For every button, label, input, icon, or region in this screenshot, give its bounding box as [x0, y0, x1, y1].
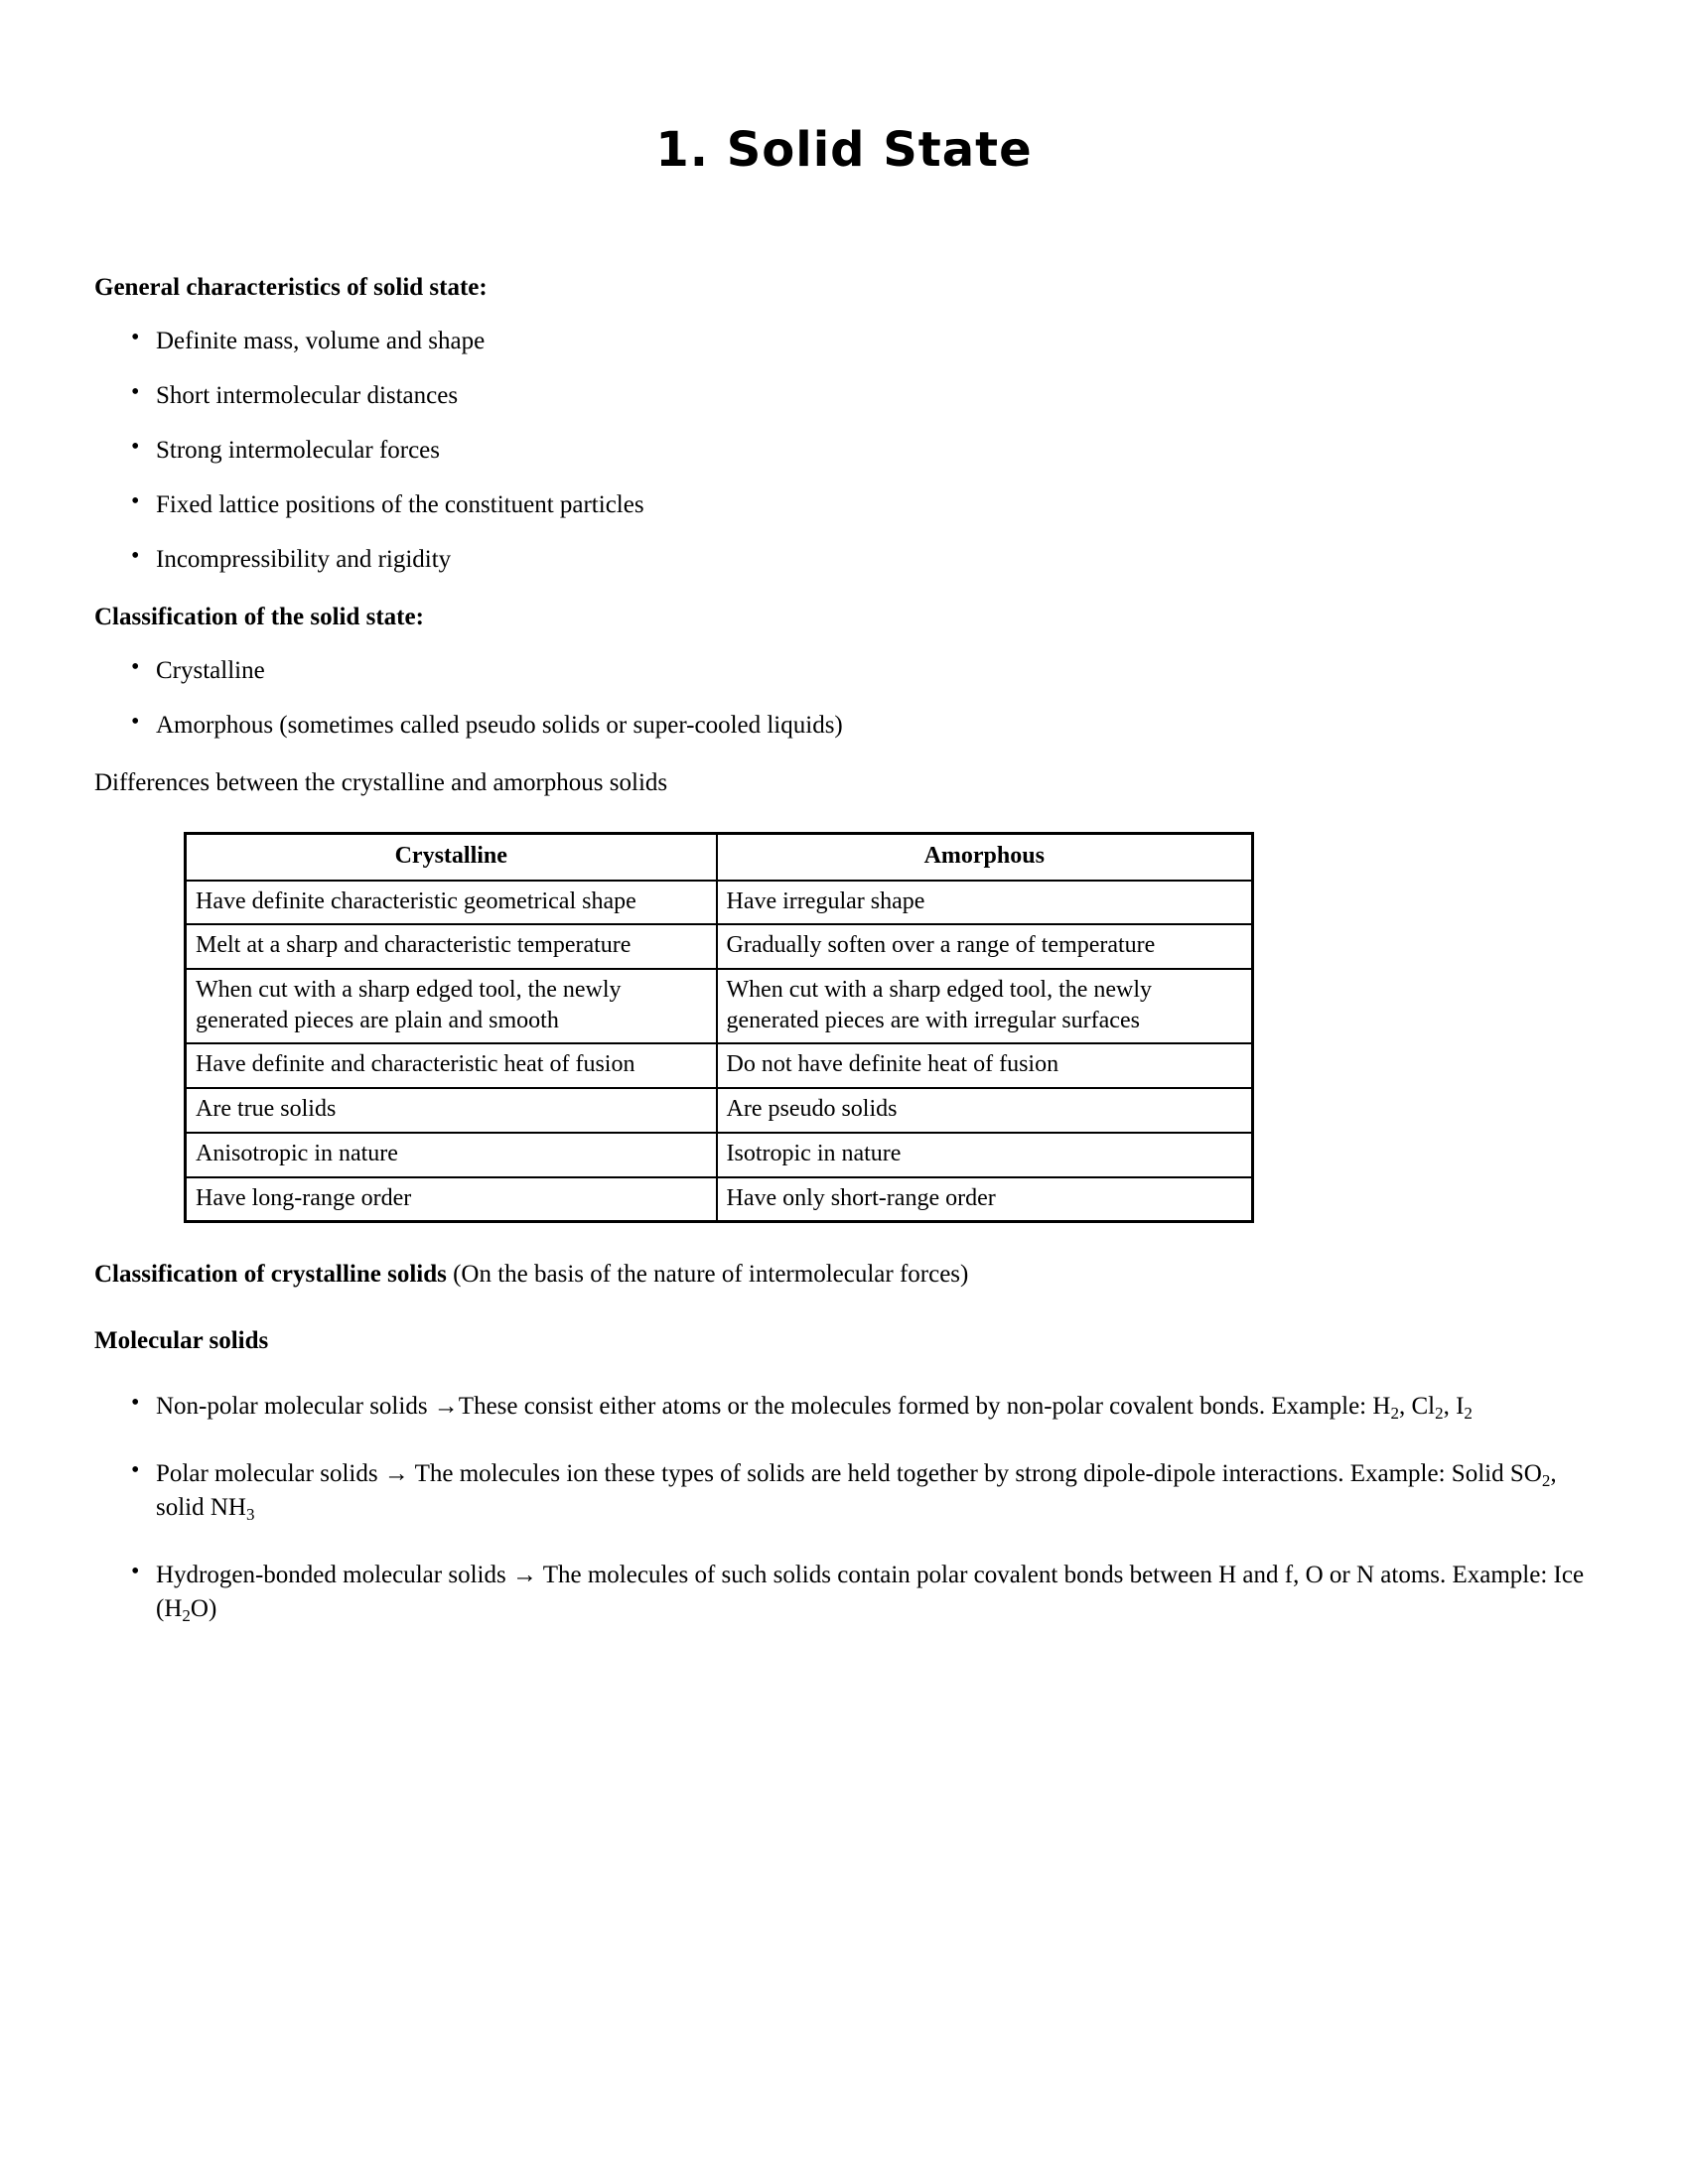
subscript: 2 [1541, 1470, 1551, 1490]
list-item-text: Hydrogen-bonded molecular solids → The molecules of such solids contain polar covalent bonds between H and f, O or N atoms. Example: Ice (H [156, 1562, 1585, 1623]
list-item-text: Polar molecular solids → The molecules ion these types of solids are held together by strong dipole-dipole interactions. Example: Solid SO [156, 1460, 1542, 1488]
page-title: 1. Solid State [655, 122, 1033, 178]
list-item: • Incompressibility and rigidity [94, 543, 1594, 576]
molecular-solids-list [94, 1390, 1594, 1626]
table-cell: When cut with a sharp edged tool, the newly generated pieces are plain and smooth [186, 969, 717, 1043]
table-row [186, 969, 1253, 1043]
table-cell: Are true solids [186, 1088, 717, 1133]
table-cell: Have irregular shape [717, 881, 1253, 925]
list-item: • Amorphous (sometimes called pseudo solids or super-cooled liquids) [94, 709, 1594, 742]
list-item: • Short intermolecular distances [94, 379, 1594, 412]
subscript: 2 [1464, 1403, 1473, 1423]
table-cell: Do not have definite heat of fusion [717, 1043, 1253, 1088]
list-item-text: O) [190, 1595, 217, 1623]
list-item [94, 1457, 1594, 1525]
table-cell: Anisotropic in nature [186, 1133, 717, 1177]
list-item-text: Non-polar molecular solids →These consist either atoms or the molecules formed by non-polar covalent bonds. Example: H [156, 1393, 1391, 1421]
table-row [186, 881, 1253, 925]
classification-crystalline-bold-part: Classification of crystalline solids [94, 1261, 447, 1289]
table-row [186, 1133, 1253, 1177]
subscript: 2 [182, 1605, 191, 1625]
subscript: 2 [1390, 1403, 1399, 1423]
table-header-row [186, 833, 1253, 880]
table-cell: Melt at a sharp and characteristic temperature [186, 924, 717, 969]
differences-intro-text: Differences between the crystalline and amorphous solids [94, 769, 668, 797]
list-item: • Definite mass, volume and shape [94, 325, 1594, 357]
table-cell: Isotropic in nature [717, 1133, 1253, 1177]
table-cell: Have only short-range order [717, 1177, 1253, 1222]
general-characteristics-list [94, 325, 1594, 576]
list-item: • Crystalline [94, 654, 1594, 687]
column-header-amorphous: Amorphous [717, 833, 1253, 880]
table-cell: Gradually soften over a range of temperature [717, 924, 1253, 969]
document-body [0, 177, 1688, 1626]
table-cell: Have definite characteristic geometrical shape [186, 881, 717, 925]
general-characteristics-heading: General characteristics of solid state: [94, 273, 488, 301]
table-cell: When cut with a sharp edged tool, the newly generated pieces are with irregular surfaces [717, 969, 1253, 1043]
table-cell: Have definite and characteristic heat of fusion [186, 1043, 717, 1088]
list-item: • Fixed lattice positions of the constituent particles [94, 488, 1594, 521]
table-row [186, 1088, 1253, 1133]
table-row [186, 924, 1253, 969]
classification-crystalline-rest-part: (On the basis of the nature of intermolecular forces) [446, 1261, 969, 1289]
crystalline-amorphous-table [184, 832, 1254, 1223]
list-item-text: , solid NH [156, 1460, 1557, 1522]
comparison-table-wrapper [94, 832, 1594, 1223]
table-row [186, 1177, 1253, 1222]
list-item-text: , I [1443, 1393, 1465, 1421]
list-item: • Strong intermolecular forces [94, 434, 1594, 467]
list-item [94, 1559, 1594, 1626]
table-cell: Are pseudo solids [717, 1088, 1253, 1133]
classification-solid-state-heading: Classification of the solid state: [94, 604, 424, 631]
table-cell: Have long-range order [186, 1177, 717, 1222]
list-item [94, 1390, 1594, 1424]
classification-solid-state-list [94, 654, 1594, 742]
column-header-crystalline: Crystalline [186, 833, 717, 880]
table-row [186, 1043, 1253, 1088]
classification-crystalline-heading [94, 1259, 1594, 1292]
subscript: 2 [1435, 1403, 1444, 1423]
molecular-solids-heading: Molecular solids [94, 1326, 269, 1354]
subscript: 3 [245, 1504, 255, 1524]
list-item-text: , Cl [1398, 1393, 1436, 1421]
